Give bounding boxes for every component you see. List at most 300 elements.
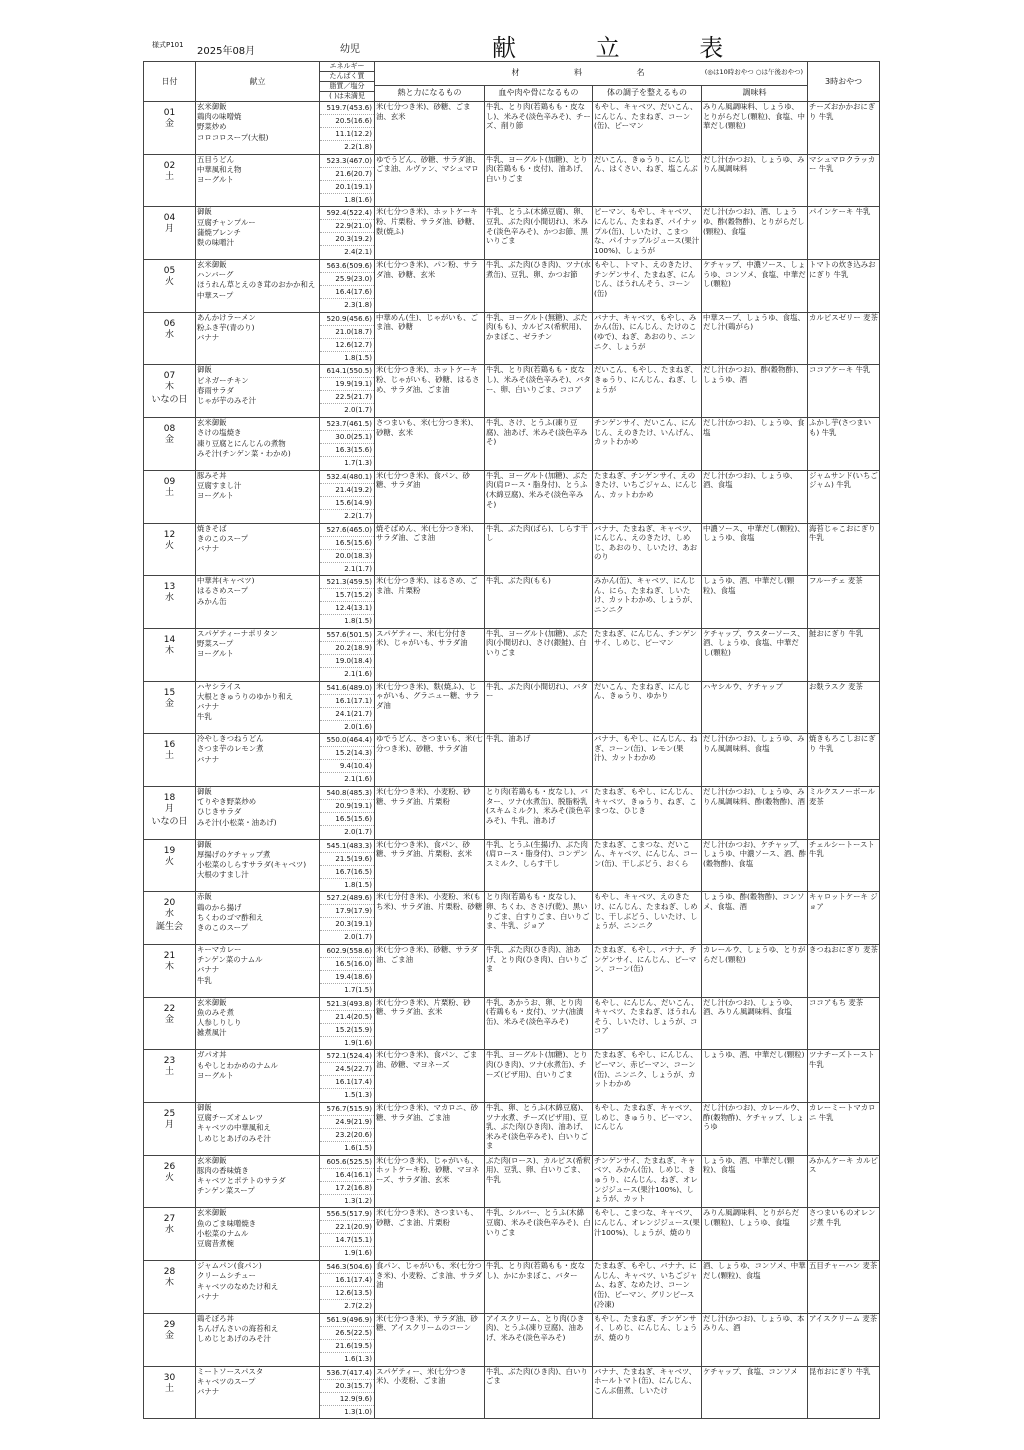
seasoning-cell: だし汁(かつお)、ケチャップ、しょうゆ、中濃ソース、酒、酢(穀物酢)、食塩 xyxy=(702,839,808,892)
menu-dish: しめじとあげのみそ汁 xyxy=(197,1334,271,1344)
date-cell xyxy=(144,1155,196,1208)
menu-dish: みそ汁(チンゲン菜・わかめ) xyxy=(197,448,291,458)
snack-cell: カレーミートマカロニ 牛乳 xyxy=(808,1103,880,1156)
menu-dish: しめじとあげのみそ汁 xyxy=(197,1133,271,1143)
date-cell xyxy=(144,1050,196,1103)
nutrition-value: 527.6(465.0) xyxy=(320,524,374,537)
yellow-group-cell: アイスクリーム、とり肉(ひき肉)、とうふ(凍り豆腐)、油あげ、米みそ(淡色辛みそ) xyxy=(485,1313,593,1366)
day-number: 23 xyxy=(163,1056,176,1067)
snack-cell: 鮭おにぎり 牛乳 xyxy=(808,628,880,681)
day-number: 08 xyxy=(163,424,176,435)
day-number: 20 xyxy=(163,898,176,909)
yellow-group-cell: 牛乳、とうふ(木綿豆腐)、卵、豆乳、ぶた肉(小間切れ)、米みそ(淡色辛みそ)、かつお節、黒いりごま xyxy=(485,207,593,260)
day-number: 30 xyxy=(163,1372,176,1383)
day-number: 27 xyxy=(163,1214,176,1225)
menu-dish: ビネガーチキン xyxy=(197,375,249,385)
green-group-cell: たまねぎ、もやし、バナナ、チンゲンサイ、にんじん、ピーマン、コーン(缶) xyxy=(593,945,702,998)
nutrition-value: 1.8(1.6) xyxy=(344,195,372,204)
red-group-cell: 米(七分付き米)、小麦粉、米(もち米)、サラダ油、片栗粉、砂糖 xyxy=(375,892,485,945)
table-row xyxy=(144,576,880,629)
yellow-group-cell: 牛乳、卵、とうふ(木綿豆腐)、ツナ水煮、チーズ(ピザ用)、豆乳、ぶた肉(ひき肉)、油あげ、米みそ(淡色辛みそ)、白いりごま xyxy=(485,1103,593,1156)
green-group-cell: バナナ、キャベツ、もやし、みかん(缶)、にんじん、たけのこ(ゆで)、ねぎ、あおのり、ニンニク、しょうが xyxy=(593,312,702,365)
seasoning-cell: ケチャップ、ウスターソース、酒、しょうゆ、食塩、中華だし(顆粒) xyxy=(702,628,808,681)
menu-dish: 大根のすまし汁 xyxy=(197,870,249,880)
table-row xyxy=(144,523,880,576)
menu-dish: 御飯 xyxy=(197,786,212,796)
menu-dish: 玄米御飯 xyxy=(197,1208,227,1218)
snack-cell: アイスクリーム 麦茶 xyxy=(808,1313,880,1366)
menu-cell xyxy=(196,470,320,523)
date-cell xyxy=(144,102,196,155)
seasoning-cell: だし汁(かつお)、しょうゆ、本みりん、酒 xyxy=(702,1313,808,1366)
red-group-cell: 米(七分つき米)、さつまいも、砂糖、ごま油、片栗粉 xyxy=(375,1208,485,1261)
seasoning-cell: しょうゆ、酒、中華だし(顆粒)、食塩 xyxy=(702,576,808,629)
nutrition-cell xyxy=(320,1155,375,1208)
yellow-group-cell: 牛乳、ぶた肉(小間切れ)、バター xyxy=(485,681,593,734)
menu-dish: キャベツのスープ xyxy=(197,1376,256,1386)
col-menu: 献立 xyxy=(196,62,320,102)
menu-dish: 御飯 xyxy=(197,839,212,849)
green-group-cell: チンゲンサイ、たまねぎ、キャベツ、みかん(缶)、しめじ、きゅうり、にんじん、ねぎ、オレンジジュース(果汁100%)、しょうが、カット xyxy=(593,1155,702,1208)
menu-dish: 魚のみそ煮 xyxy=(197,1007,234,1017)
nutrition-value: 1.7(1.5) xyxy=(344,986,372,994)
nutrition-value: 602.9(558.6) xyxy=(320,945,374,958)
menu-dish: バナナ xyxy=(197,965,220,975)
menu-dish: ミートソースパスタ xyxy=(197,1366,264,1376)
snack-cell: トマトの炊き込みおにぎり 牛乳 xyxy=(808,260,880,313)
green-group-cell: ピーマン、もやし、キャベツ、にんじん、たまねぎ、パイナップル(缶)、しいたけ、こまつな、パイナップルジュース(果汁100%)、しょうが xyxy=(593,207,702,260)
red-group-cell: 中華めん(生)、じゃがいも、ごま油、砂糖 xyxy=(375,312,485,365)
date-cell xyxy=(144,1261,196,1314)
menu-dish: キャベツとポテトのサラダ xyxy=(197,1176,286,1186)
seasoning-cell: だし汁(かつお)、カレールウ、酢(穀物酢)、ケチャップ、しょうゆ xyxy=(702,1103,808,1156)
seasoning-cell: ケチャップ、中濃ソース、しょうゆ、コンソメ、食塩、中華だし(顆粒) xyxy=(702,260,808,313)
red-group-cell: 焼そばめん、米(七分つき米)、サラダ油、ごま油 xyxy=(375,523,485,576)
snack-cell: ふかし芋(さつまいも) 牛乳 xyxy=(808,418,880,471)
table-row xyxy=(144,681,880,734)
seasoning-cell: だし汁(かつお)、酒、しょうゆ、酢(穀物酢)、とりがらだし(顆粒)、食塩 xyxy=(702,207,808,260)
yellow-group-cell: 牛乳、とり肉(若鶏もも・皮なし)、かにかまぼこ、バター xyxy=(485,1261,593,1314)
nutrition-value: 22.9(21.0) xyxy=(320,220,374,233)
nutrition-value: 523.7(461.5) xyxy=(320,418,374,431)
menu-dish: バナナ xyxy=(197,754,220,764)
red-group-cell: スパゲティー、米(七分付き米)、じゃがいも、サラダ油 xyxy=(375,628,485,681)
green-group-cell: だいこん、たまねぎ、にんじん、きゅうり、ゆかり xyxy=(593,681,702,734)
green-group-cell: たまねぎ、もやし、バナナ、にんじん、キャベツ、いちごジャム、ねぎ、なめたけ、コーン(缶)、ピーマン、グリンピース(冷凍) xyxy=(593,1261,702,1314)
yellow-group-cell: 牛乳、ヨーグルト(加糖)、とり肉(若鶏もも・皮付)、油あげ、白いりごま xyxy=(485,154,593,207)
nutrition-value: 16.5(16.0) xyxy=(320,958,374,971)
menu-dish: 焼きそば xyxy=(197,523,227,533)
date-cell xyxy=(144,628,196,681)
nutrition-value: 2.0(1.7) xyxy=(344,406,372,415)
nutrition-cell xyxy=(320,1208,375,1261)
menu-dish: じゃが芋のみそ汁 xyxy=(197,396,257,406)
nutrition-value: 9.4(10.4) xyxy=(320,760,374,773)
seasoning-cell: しょうゆ、酢(穀物酢)、コンソメ、食塩、酒 xyxy=(702,892,808,945)
nutrition-value: 14.7(15.1) xyxy=(320,1234,374,1247)
nutrition-cell xyxy=(320,207,375,260)
seasoning-cell: 中華スープ、しょうゆ、食塩、だし汁(鶏がら) xyxy=(702,312,808,365)
nutrition-value: 16.1(17.1) xyxy=(320,695,374,708)
menu-cell xyxy=(196,1261,320,1314)
table-row xyxy=(144,207,880,260)
nutrition-value: 1.6(1.3) xyxy=(344,1354,372,1363)
day-of-week: 木 xyxy=(164,962,174,972)
menu-cell xyxy=(196,997,320,1050)
seasoning-cell: しょうゆ、酒、中華だし(顆粒) xyxy=(702,1050,808,1103)
menu-dish: 小松菜のナムル xyxy=(197,1228,249,1238)
menu-dish: ヨーグルト xyxy=(197,1070,234,1080)
nutrition-value: 22.5(21.7) xyxy=(320,391,374,404)
nutrition-value: 1.8(1.5) xyxy=(344,353,372,362)
nutrition-value: 546.3(504.6) xyxy=(320,1261,374,1274)
table-row xyxy=(144,312,880,365)
menu-dish: 五目うどん xyxy=(197,154,234,164)
nutrition-value: 25.9(23.0) xyxy=(320,273,374,286)
green-group-cell: チンゲンサイ、だいこん、にんじん、えのきたけ、いんげん、カットわかめ xyxy=(593,418,702,471)
day-number: 15 xyxy=(163,687,176,698)
nutrition-cell xyxy=(320,365,375,418)
green-group-cell: もやし、にんじん、だいこん、キャベツ、たまねぎ、ほうれんそう、しいたけ、しょうが、ココア xyxy=(593,997,702,1050)
seasoning-cell: だし汁(かつお)、しょうゆ、食塩 xyxy=(702,418,808,471)
menu-month: 2025年08月 xyxy=(197,46,256,57)
red-group-cell: スパゲティー、米(七分つき米)、小麦粉、ごま油 xyxy=(375,1366,485,1419)
nutrition-value: 19.9(19.1) xyxy=(320,378,374,391)
yellow-group-cell: とり肉(若鶏もも・皮なし)、卵、ちくわ、ささげ(乾)、黒いりごま、白すりごま、白いりごま、牛乳、ジョア xyxy=(485,892,593,945)
nutrition-value: 15.7(15.2) xyxy=(320,589,374,602)
menu-dish: 鶏肉の味噌焼 xyxy=(197,112,242,122)
green-group-cell: だいこん、もやし、たまねぎ、きゅうり、にんじん、ねぎ、しょうが xyxy=(593,365,702,418)
table-row xyxy=(144,1366,880,1419)
nutrition-value: 23.2(20.6) xyxy=(320,1129,374,1142)
menu-dish: ジャムパン(食パン) xyxy=(197,1261,262,1271)
yellow-group-cell: 牛乳、ぶた肉(ひき肉)、ツナ(水煮缶)、豆乳、卵、かつお節 xyxy=(485,260,593,313)
day-number: 14 xyxy=(163,634,176,645)
red-group-cell: 米(七分つき米)、はるさめ、ごま油、片栗粉 xyxy=(375,576,485,629)
red-group-cell: 米(七分つき米)、小麦粉、砂糖、サラダ油、片栗粉 xyxy=(375,786,485,839)
snack-cell: きつねおにぎり 麦茶 xyxy=(808,945,880,998)
seasoning-cell: ハヤシルウ、ケチャップ xyxy=(702,681,808,734)
menu-cell xyxy=(196,945,320,998)
table-row xyxy=(144,1103,880,1156)
menu-cell xyxy=(196,786,320,839)
date-cell xyxy=(144,418,196,471)
nutrition-value: 17.9(17.9) xyxy=(320,905,374,918)
menu-dish: 牛乳 xyxy=(197,712,212,722)
menu-cell xyxy=(196,523,320,576)
snack-cell: ツナチーズトースト 牛乳 xyxy=(808,1050,880,1103)
red-group-cell: 米(七分つき米)、麩(焼ふ)、じゃがいも、グラニュー糖、サラダ油 xyxy=(375,681,485,734)
table-row xyxy=(144,260,880,313)
menu-dish: ヨーグルト xyxy=(197,649,234,659)
seasoning-cell: 中濃ソース、中華だし(顆粒)、しょうゆ、食塩 xyxy=(702,523,808,576)
menu-cell xyxy=(196,1155,320,1208)
snack-cell: みかんケーキ カルピス xyxy=(808,1155,880,1208)
day-of-week: 火 xyxy=(164,1172,174,1183)
nutrition-cell xyxy=(320,260,375,313)
menu-cell xyxy=(196,312,320,365)
day-of-week: 水 xyxy=(164,909,174,920)
snack-cell: ジャムサンド(いちごジャム) 牛乳 xyxy=(808,470,880,523)
menu-dish: 玄米御飯 xyxy=(197,260,227,270)
nutrition-value: 605.6(525.5) xyxy=(320,1156,374,1169)
table-row xyxy=(144,997,880,1050)
menu-dish: 牛乳 xyxy=(197,975,212,985)
menu-dish: バナナ xyxy=(197,1386,220,1396)
menu-rows xyxy=(144,102,880,1419)
nutrition-value: 1.5(1.3) xyxy=(344,1091,372,1100)
snack-cell: さつまいものオレンジ煮 牛乳 xyxy=(808,1208,880,1261)
menu-dish: ヨーグルト xyxy=(197,491,234,501)
nutrition-value: 1.6(1.5) xyxy=(344,1144,372,1153)
menu-dish: キャベツの中華風和え xyxy=(197,1123,271,1133)
green-group-cell: もやし、キャベツ、えのきたけ、にんじん、たまねぎ、しめじ、干しぶどう、しいたけ、しょうが、ニンニク xyxy=(593,892,702,945)
nutrition-value: 20.9(19.1) xyxy=(320,800,374,813)
nutrition-value: 2.1(1.6) xyxy=(344,775,372,784)
green-group-cell: たまねぎ、もやし、にんじん、ピーマン、赤ピーマン、コーン(缶)、ニンニク、しょうが、カットわかめ xyxy=(593,1050,702,1103)
menu-dish: さけの塩焼き xyxy=(197,428,242,438)
nutrition-value: 30.0(25.1) xyxy=(320,431,374,444)
menu-dish: 御飯 xyxy=(197,1103,212,1113)
menu-cell xyxy=(196,365,320,418)
date-cell xyxy=(144,1103,196,1156)
table-row xyxy=(144,628,880,681)
nutrition-value: 17.2(16.8) xyxy=(320,1182,374,1195)
green-group-cell: もやし、こまつな、キャベツ、にんじん、オレンジジュース(果汁100%)、しょうが、焼のり xyxy=(593,1208,702,1261)
date-cell xyxy=(144,312,196,365)
yellow-group-cell: 牛乳、ヨーグルト(無糖)、ぶた肉(もも)、カルピス(希釈用)、かまぼこ、ゼラチン xyxy=(485,312,593,365)
day-of-week: 火 xyxy=(164,540,174,551)
nutrition-value: 550.0(464.4) xyxy=(320,734,374,747)
day-of-week: 火 xyxy=(164,277,174,288)
nutrition-value: 21.6(19.5) xyxy=(320,1340,374,1353)
nutrition-cell xyxy=(320,1366,375,1419)
nutrition-cell xyxy=(320,786,375,839)
nutrition-value: 1.8(1.5) xyxy=(344,617,372,626)
red-group-cell: 米(七分つき米)、食パン、ごま油、砂糖、マヨネーズ xyxy=(375,1050,485,1103)
yellow-group-cell: 牛乳、ぶた肉(もも) xyxy=(485,576,593,629)
day-of-week: 土 xyxy=(164,751,174,762)
menu-cell xyxy=(196,628,320,681)
day-of-week: 火 xyxy=(164,856,174,867)
yellow-group-cell: とり肉(若鶏もも・皮なし)、バター、ツナ(水煮缶)、脱脂粉乳(スキムミルク)、米みそ(淡色辛みそ)、牛乳、油あげ xyxy=(485,786,593,839)
seasoning-cell: だし汁(かつお)、しょうゆ、みりん風調味料、酢(穀物酢)、酒 xyxy=(702,786,808,839)
nutrition-value: 1.9(1.6) xyxy=(344,1249,372,1258)
table-row xyxy=(144,102,880,155)
menu-cell xyxy=(196,154,320,207)
menu-dish: ガパオ丼 xyxy=(197,1050,227,1060)
nutrition-value: 16.1(17.4) xyxy=(320,1274,374,1287)
nutrition-value: 20.3(19.1) xyxy=(320,918,374,931)
seasoning-cell: みりん風調味料、しょうゆ、とりがらだし(顆粒)、食塩、中華だし(顆粒) xyxy=(702,102,808,155)
yellow-group-cell: 牛乳、とり肉(若鶏もも・皮なし)、米みそ(淡色辛みそ)、チーズ、削り節 xyxy=(485,102,593,155)
day-number: 25 xyxy=(163,1109,176,1120)
red-group-cell: 米(七分つき米)、片栗粉、砂糖、サラダ油、玄米 xyxy=(375,997,485,1050)
red-group-cell: 米(七分つき米)、ホットケーキ粉、じゃがいも、砂糖、はるさめ、サラダ油、ごま油 xyxy=(375,365,485,418)
menu-dish: チンゲン菜スープ xyxy=(197,1186,255,1196)
table-row xyxy=(144,1050,880,1103)
day-number: 12 xyxy=(163,529,176,540)
snack-cell: マシュマロクラッカー 牛乳 xyxy=(808,154,880,207)
seasoning-cell: 酒、しょうゆ、コンソメ、中華だし(顆粒)、食塩 xyxy=(702,1261,808,1314)
red-group-cell: さつまいも、米(七分つき米)、砂糖、玄米 xyxy=(375,418,485,471)
menu-dish: 玄米御飯 xyxy=(197,102,227,111)
menu-dish: ハヤシライス xyxy=(197,681,241,691)
nutrition-value: 21.6(20.7) xyxy=(320,168,374,181)
date-cell xyxy=(144,1366,196,1419)
nutrition-cell xyxy=(320,1313,375,1366)
table-row xyxy=(144,154,880,207)
day-number: 29 xyxy=(163,1319,176,1330)
nutrition-cell xyxy=(320,1261,375,1314)
menu-cell xyxy=(196,1208,320,1261)
date-cell xyxy=(144,207,196,260)
page-title: 献 立 表 xyxy=(492,34,760,62)
table-row xyxy=(144,1313,880,1366)
menu-cell xyxy=(196,1313,320,1366)
menu-dish: 豆腐昔煮椀 xyxy=(197,1239,234,1249)
seasoning-cell: だし汁(かつお)、酢(穀物酢)、しょうゆ、酒 xyxy=(702,365,808,418)
red-group-cell: 米(七分つき米)、じゃがいも、ホットケーキ粉、砂糖、マヨネーズ、サラダ油、玄米 xyxy=(375,1155,485,1208)
date-cell xyxy=(144,997,196,1050)
menu-dish: きのこのスープ xyxy=(197,922,248,932)
menu-dish: あんかけラーメン xyxy=(197,312,256,322)
menu-dish: 鶏そぼろ丼 xyxy=(197,1313,234,1323)
menu-dish: 豆腐チーズオムレツ xyxy=(197,1113,264,1123)
menu-dish: もやしとわかめのナムル xyxy=(197,1060,278,1070)
event-label: いなの日 xyxy=(151,816,188,827)
menu-dish: 御飯 xyxy=(197,365,212,375)
day-of-week: 土 xyxy=(164,171,174,182)
menu-dish: 中華風和え物 xyxy=(197,164,242,174)
yellow-group-cell: 牛乳、シルバー、とうふ(木綿豆腐)、米みそ(淡色辛みそ)、白いりごま xyxy=(485,1208,593,1261)
menu-dish: 豆腐チャンプルー xyxy=(197,217,256,227)
nutrition-value: 20.0(18.3) xyxy=(320,550,374,563)
day-of-week: 金 xyxy=(164,698,174,709)
nutrition-value: 576.7(515.9) xyxy=(320,1103,374,1116)
menu-dish: みそ汁(小松菜・油あげ) xyxy=(197,817,277,827)
nutrition-value: 2.2(1.7) xyxy=(344,511,372,520)
snack-cell: チェルシートースト 牛乳 xyxy=(808,839,880,892)
menu-dish: 雑煮風汁 xyxy=(197,1028,227,1038)
nutrition-value: 520.9(456.6) xyxy=(320,313,374,326)
nutrition-value: 2.2(1.8) xyxy=(344,143,372,151)
day-number: 02 xyxy=(163,160,176,171)
green-group-cell: バナナ、たまねぎ、キャベツ、にんじん、えのきたけ、しめじ、あおのり、しいたけ、あおのり xyxy=(593,523,702,576)
date-cell xyxy=(144,260,196,313)
col-yellow: 血や肉や骨になるもの xyxy=(485,85,593,101)
nutrition-label-fat-salt: 脂質／塩分 xyxy=(320,82,374,92)
nutrition-value: 557.6(501.5) xyxy=(320,629,374,642)
nutrition-value: 20.3(15.7) xyxy=(320,1380,374,1393)
nutrition-cell xyxy=(320,839,375,892)
red-group-cell: 米(七分つき米)、砂糖、サラダ油、ごま油 xyxy=(375,945,485,998)
table-row xyxy=(144,418,880,471)
date-cell xyxy=(144,945,196,998)
nutrition-value: 22.1(20.9) xyxy=(320,1221,374,1234)
nutrition-value: 563.6(509.6) xyxy=(320,260,374,273)
green-group-cell: バナナ、たまねぎ、キャベツ、ホールトマト(缶)、にんじん、こんぶ佃煮、しいたけ xyxy=(593,1366,702,1419)
day-of-week: 水 xyxy=(164,329,174,340)
table-row xyxy=(144,365,880,418)
menu-cell xyxy=(196,1050,320,1103)
nutrition-value: 1.9(1.6) xyxy=(344,1038,372,1047)
menu-dish: てりやき野菜炒め xyxy=(197,797,257,807)
nutrition-value: 532.4(480.1) xyxy=(320,471,374,484)
menu-cell xyxy=(196,839,320,892)
nutrition-value: 521.3(459.5) xyxy=(320,576,374,589)
nutrition-cell xyxy=(320,312,375,365)
nutrition-value: 572.1(524.4) xyxy=(320,1050,374,1063)
date-cell xyxy=(144,892,196,945)
nutrition-value: 2.3(1.8) xyxy=(344,301,372,310)
red-group-cell: 食パン、じゃがいも、米(七分つき米)、小麦粉、ごま油、サラダ油 xyxy=(375,1261,485,1314)
nutrition-value: 12.6(12.7) xyxy=(320,339,374,352)
nutrition-value: 2.0(1.7) xyxy=(344,933,372,942)
menu-dish: バナナ xyxy=(197,1291,220,1301)
snack-cell: フルーチェ 麦茶 xyxy=(808,576,880,629)
snack-note: (◎は10時おやつ ○は午後おやつ) xyxy=(704,68,804,76)
green-group-cell: みかん(缶)、キャベツ、にんじん、にら、たまねぎ、しいたけ、カットわかめ、しょうが、ニンニク xyxy=(593,576,702,629)
menu-dish: スパゲティーナポリタン xyxy=(197,628,278,638)
menu-dish: 御飯 xyxy=(197,207,212,217)
nutrition-value: 20.1(19.1) xyxy=(320,181,374,194)
yellow-group-cell: 牛乳、油あげ xyxy=(485,734,593,787)
yellow-group-cell: 牛乳、とうふ(生揚げ)、ぶた肉(肩ロース・脂身付)、コンデンスミルク、しらす干し xyxy=(485,839,593,892)
date-cell xyxy=(144,154,196,207)
nutrition-value: 24.1(21.7) xyxy=(320,708,374,721)
green-group-cell: もやし、たまねぎ、チンゲンサイ、しめじ、にんじん、しょうが、焼のり xyxy=(593,1313,702,1366)
day-of-week: 金 xyxy=(164,435,174,446)
yellow-group-cell: 牛乳、ヨーグルト(加糖)、とり肉(ひき肉)、ツナ(水煮缶)、チーズ(ピザ用)、白いりごま xyxy=(485,1050,593,1103)
red-group-cell: 米(七分つき米)、食パン、砂糖、サラダ油、片栗粉、玄米 xyxy=(375,839,485,892)
table-row xyxy=(144,734,880,787)
menu-dish: 春雨サラダ xyxy=(197,385,234,395)
yellow-group-cell: 牛乳、あかうお、卵、とり肉(若鶏もも・皮付)、ツナ(油漬缶)、米みそ(淡色辛みそ) xyxy=(485,997,593,1050)
menu-dish: ほうれん草とえのき茸のおかか和え xyxy=(197,280,316,290)
yellow-group-cell: 牛乳、ぶた肉(ひき肉)、油あげ、とり肉(ひき肉)、白いりごま xyxy=(485,945,593,998)
menu-dish: きのこのスープ xyxy=(197,533,248,543)
nutrition-value: 2.1(1.7) xyxy=(344,564,372,573)
green-group-cell: もやし、キャベツ、だいこん、にんじん、たまねぎ、コーン(缶)、ピーマン xyxy=(593,102,702,155)
table-row xyxy=(144,470,880,523)
nutrition-value: 12.6(13.5) xyxy=(320,1287,374,1300)
day-number: 05 xyxy=(163,266,176,277)
nutrition-value: 521.3(493.8) xyxy=(320,998,374,1011)
day-of-week: 水 xyxy=(164,1225,174,1236)
nutrition-value: 16.4(17.6) xyxy=(320,286,374,299)
menu-cell xyxy=(196,892,320,945)
menu-dish: 野菜スープ xyxy=(197,639,234,649)
nutrition-cell xyxy=(320,681,375,734)
date-cell xyxy=(144,839,196,892)
menu-dish: みかん缶 xyxy=(197,596,227,606)
nutrition-value: 26.5(22.5) xyxy=(320,1327,374,1340)
yellow-group-cell: 牛乳、ぶた肉(ばら)、しらす干し xyxy=(485,523,593,576)
form-number: 様式P101 xyxy=(152,41,184,49)
menu-dish: 赤飯 xyxy=(197,892,212,902)
day-number: 19 xyxy=(163,845,176,856)
date-cell xyxy=(144,786,196,839)
table-row xyxy=(144,945,880,998)
col-snack: 3時おやつ xyxy=(808,62,880,102)
menu-dish: 厚揚げのケチャップ煮 xyxy=(197,849,271,859)
nutrition-value: 16.5(15.6) xyxy=(320,537,374,550)
menu-cell xyxy=(196,102,320,155)
menu-dish: 冷やしきつねうどん xyxy=(197,734,264,744)
nutrition-value: 12.9(9.6) xyxy=(320,1393,374,1406)
red-group-cell: 米(七分つき米)、マカロニ、砂糖、サラダ油、ごま油 xyxy=(375,1103,485,1156)
